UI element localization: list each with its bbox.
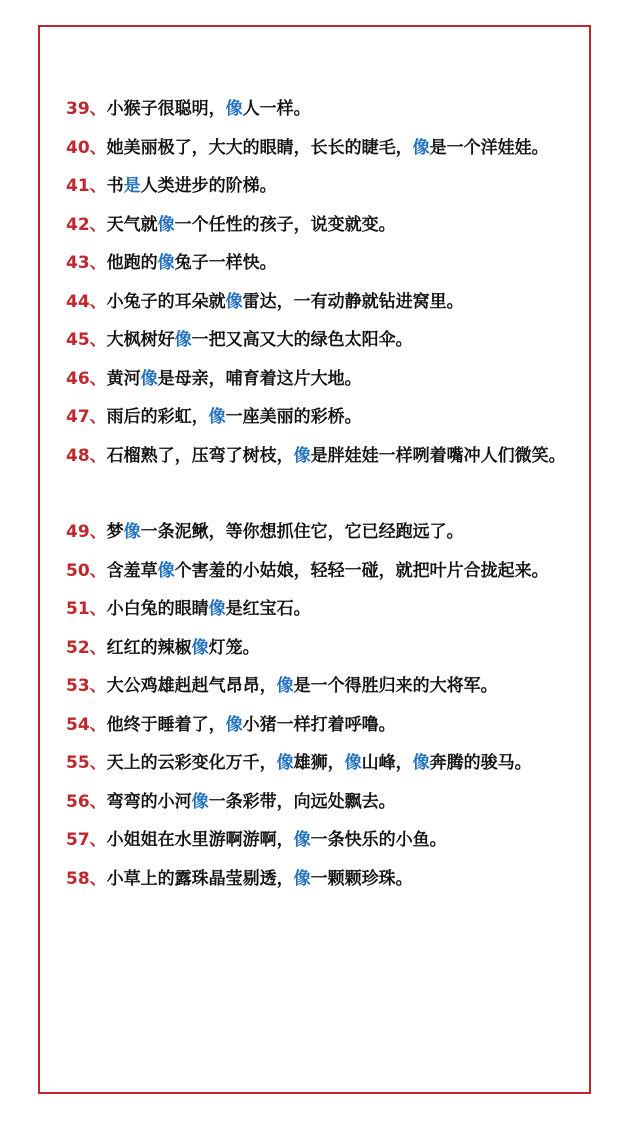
highlight-word: 像 [225, 714, 243, 735]
highlight-word: 像 [174, 330, 192, 350]
sentence-number: 44、 [66, 291, 107, 312]
sentence-text: 雄狮， [293, 753, 345, 773]
highlight-word: 像 [157, 253, 175, 273]
sentence-number: 50、 [66, 560, 107, 581]
sentence-text: 弯弯的小河 [106, 791, 192, 812]
highlight-word: 像 [157, 214, 175, 235]
sentence-number: 47、 [66, 407, 107, 427]
highlight-word: 像 [157, 560, 175, 581]
sentence-text: 含羞草 [106, 560, 158, 581]
highlight-word: 像 [140, 368, 158, 389]
sentence-item [66, 590, 566, 629]
sentence-number: 46、 [66, 368, 107, 389]
sentence-number: 51、 [66, 599, 107, 619]
sentence-text: 他终于睡着了， [106, 714, 226, 735]
highlight-word: 像 [276, 676, 294, 696]
sentence-text: 是一个得胜归来的大将军。 [293, 676, 498, 696]
sentence-text: 灯笼。 [208, 637, 260, 658]
highlight-word: 像 [293, 445, 311, 466]
sentence-text: 人一样。 [242, 99, 311, 119]
sentence-item [66, 821, 566, 860]
sentence-item [66, 398, 566, 437]
highlight-word: 像 [208, 407, 226, 427]
highlight-word: 像 [412, 137, 430, 158]
sentence-number: 53、 [66, 676, 107, 696]
sentence-item [66, 90, 566, 129]
sentence-text: 天上的云彩变化万千， [106, 753, 277, 773]
sentence-number: 41、 [66, 176, 107, 196]
sentence-item [66, 744, 566, 783]
sentence-text: 奔腾的骏马。 [429, 753, 532, 773]
sentence-number: 55、 [66, 753, 107, 773]
sentence-item [66, 667, 566, 706]
highlight-word: 像 [276, 753, 294, 773]
sentence-item [66, 244, 566, 283]
sentence-list [66, 90, 566, 898]
sentence-text: 小姐姐在水里游啊游啊， [106, 830, 294, 850]
sentence-text: 大枫树好 [106, 330, 175, 350]
sentence-text: 书 [106, 176, 124, 196]
highlight-word: 像 [293, 830, 311, 850]
sentence-text: 是胖娃娃一样咧着嘴冲人们微笑。 [310, 445, 566, 466]
sentence-text: 是一个洋娃娃。 [429, 137, 549, 158]
sentence-text: 个害羞的小姑娘，轻轻一碰，就把叶片合拢起来。 [174, 560, 549, 581]
highlight-word: 像 [191, 791, 209, 812]
sentence-text: 雷达，一有动静就钻进窝里。 [242, 291, 464, 312]
highlight-word: 像 [191, 637, 209, 658]
sentence-text: 小猪一样打着呼噜。 [242, 714, 396, 735]
sentence-text: 大公鸡雄赳赳气昂昂， [106, 676, 277, 696]
sentence-text: 一条泥鳅，等你想抓住它，它已经跑远了。 [140, 522, 464, 542]
sentence-text: 山峰， [361, 753, 413, 773]
sentence-number: 40、 [66, 137, 107, 158]
sentence-number: 42、 [66, 214, 107, 235]
sentence-text: 小兔子的耳朵就 [106, 291, 226, 312]
sentence-item [66, 629, 566, 668]
sentence-text: 是母亲，哺育着这片大地。 [157, 368, 362, 389]
sentence-text: 小草上的露珠晶莹剔透， [106, 868, 294, 889]
sentence-text: 一颗颗珍珠。 [310, 868, 413, 889]
sentence-text: 是红宝石。 [225, 599, 311, 619]
sentence-text: 梦 [106, 522, 124, 542]
highlight-word: 像 [293, 868, 311, 889]
sentence-item [66, 513, 566, 552]
highlight-word: 是 [123, 176, 141, 196]
sentence-number: 52、 [66, 637, 107, 658]
sentence-item [66, 206, 566, 245]
sentence-text: 小白兔的眼睛 [106, 599, 209, 619]
sentence-text: 石榴熟了，压弯了树枝， [106, 445, 294, 466]
sentence-text: 红红的辣椒 [106, 637, 192, 658]
highlight-word: 像 [344, 753, 362, 773]
sentence-text: 他跑的 [106, 253, 158, 273]
sentence-text: 一条彩带，向远处飘去。 [208, 791, 396, 812]
sentence-text: 天气就 [106, 214, 158, 235]
sentence-item [66, 167, 566, 206]
sentence-number: 39、 [66, 99, 107, 119]
sentence-number: 58、 [66, 868, 107, 889]
highlight-word: 像 [208, 599, 226, 619]
highlight-word: 像 [123, 522, 141, 542]
sentence-text: 雨后的彩虹， [106, 407, 209, 427]
highlight-word: 像 [225, 291, 243, 312]
sentence-text: 人类进步的阶梯。 [140, 176, 277, 196]
highlight-word: 像 [225, 99, 243, 119]
sentence-item [66, 129, 566, 168]
sentence-text: 一个任性的孩子，说变就变。 [174, 214, 396, 235]
sentence-item [66, 437, 566, 476]
sentence-item [66, 552, 566, 591]
highlight-word: 像 [412, 753, 430, 773]
sentence-text: 一把又高又大的绿色太阳伞。 [191, 330, 413, 350]
sentence-text: 一座美丽的彩桥。 [225, 407, 362, 427]
sentence-text: 兔子一样快。 [174, 253, 277, 273]
sentence-text: 一条快乐的小鱼。 [310, 830, 447, 850]
sentence-number: 56、 [66, 791, 107, 812]
sentence-number: 49、 [66, 522, 107, 542]
sentence-item [66, 783, 566, 822]
sentence-number: 43、 [66, 253, 107, 273]
sentence-number: 48、 [66, 445, 107, 466]
sentence-number: 54、 [66, 714, 107, 735]
sentence-item [66, 860, 566, 899]
sentence-item [66, 360, 566, 399]
sentence-text: 小猴子很聪明， [106, 99, 226, 119]
sentence-item [66, 283, 566, 322]
sentence-number: 57、 [66, 830, 107, 850]
sentence-text: 她美丽极了，大大的眼睛，长长的睫毛， [106, 137, 413, 158]
sentence-text: 黄河 [106, 368, 141, 389]
sentence-number: 45、 [66, 330, 107, 350]
sentence-item [66, 321, 566, 360]
sentence-item [66, 706, 566, 745]
